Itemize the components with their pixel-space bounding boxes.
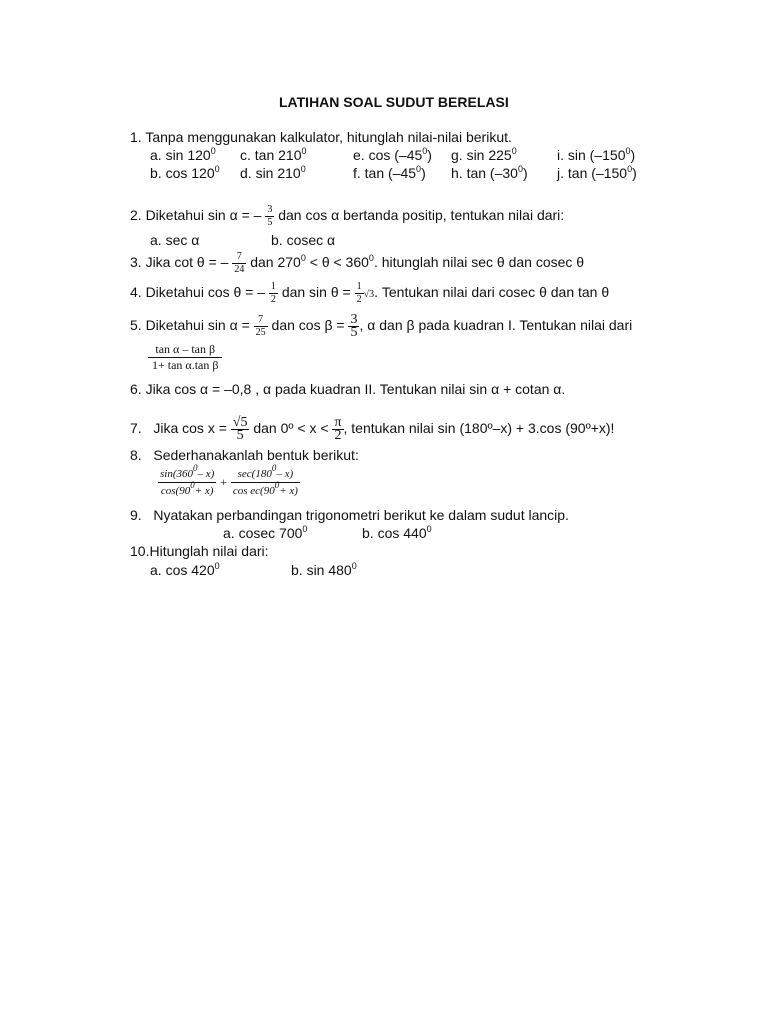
q5-fraction-1: $\frac{7}{25}$ bbox=[255, 313, 266, 338]
q10-item-b: b. $\sin 480^0$ bbox=[291, 561, 357, 578]
q2-fraction: $\frac{3}{5}$ bbox=[267, 203, 273, 228]
q4-fraction-1: $\frac{1}{2}$ bbox=[270, 280, 276, 305]
question-9: 9. Nyatakan perbandingan trigonometri berikut ke dalam sudut lancip. bbox=[130, 507, 569, 523]
q1-item-d: d. $\sin 210^0$ bbox=[240, 164, 306, 181]
q1-item-h: h. $\tan (-30^0)$ bbox=[451, 164, 528, 181]
question-4: 4. Diketahui cos θ = – $\frac{1}{2}$ dan sin θ = $\frac{1}{2}$ √3. Tentukan nilai dari cosec θ dan tan θ bbox=[130, 280, 610, 305]
q1-item-b: b. $\cos 120^0$ bbox=[150, 164, 220, 181]
q9-item-a: a. cosec $700^0$ bbox=[223, 524, 308, 541]
q5-expression: $\frac{\text{tan α – tan β}}{\text{1+ tan α.tan β}}$ bbox=[148, 342, 222, 373]
q1-item-i: i. $\sin (-150^0)$ bbox=[557, 146, 636, 163]
q2-item-b: b. cosec α bbox=[271, 232, 336, 248]
q8-expression: $\frac{\sin(360^0- x)}{\cos(90^0+ x)}$ + $\frac{\sec(180^0- x)}{\cos ec(90^0+ x)}$ bbox=[160, 463, 298, 497]
q1-item-c: c. $\tan 210^0$ bbox=[240, 146, 307, 163]
q4-fraction-2: $\frac{1}{2}$ bbox=[356, 280, 362, 305]
page-title: LATIHAN SOAL SUDUT BERELASI bbox=[279, 94, 509, 110]
q3-fraction: $\frac{7}{24}$ bbox=[234, 250, 245, 275]
question-8: 8. Sederhanakanlah bentuk berikut: bbox=[130, 447, 359, 463]
q1-item-j: j. $\tan (-150^0)$ bbox=[557, 164, 637, 181]
q7-fraction-2: $\frac{\pi}{2}$ bbox=[334, 414, 342, 443]
q7-fraction-1: $\frac{√5}{5}$ bbox=[232, 414, 248, 443]
question-10: 10.Hitunglah nilai dari: bbox=[130, 543, 269, 559]
question-2: 2. Diketahui sin α = – $\frac{3}{5}$ dan cos α bertanda positip, tentukan nilai dari: bbox=[130, 203, 565, 228]
q5-fraction-2: $\frac{3}{5}$ bbox=[350, 311, 358, 340]
question-7: 7. Jika cos x = $\frac{√5}{5}$ dan 0º < x < $\frac{\pi}{2}$ , tentukan nilai sin (180º–x) + 3.cos (90º+x)! bbox=[130, 414, 615, 443]
question-1-text: 1. Tanpa menggunakan kalkulator, hitunglah nilai-nilai berikut. bbox=[130, 129, 512, 145]
q1-item-f: f. $\tan (-45^0)$ bbox=[353, 164, 426, 181]
question-5: 5. Diketahui sin α = $\frac{7}{25}$ dan cos β = $\frac{3}{5}$ , α dan β pada kuadran I. Tentukan nilai dari bbox=[130, 311, 633, 340]
question-3: 3. Jika cot θ = – $\frac{7}{24}$ dan $270^0 < \theta < 360^0$. hitunglah nilai sec θ dan cosec θ bbox=[130, 250, 585, 275]
q2-item-a: a. sec α bbox=[150, 232, 200, 248]
q1-item-a: a. $\sin 120^0$ bbox=[150, 146, 216, 163]
q10-item-a: a. $\cos 420^0$ bbox=[150, 561, 220, 578]
q9-item-b: b. $\cos 440^0$ bbox=[362, 524, 432, 541]
q1-item-g: g. $\sin 225^0$ bbox=[451, 146, 517, 163]
q1-item-e: e. $\cos (-45^0)$ bbox=[353, 146, 432, 163]
question-6: 6. Jika cos α = –0,8 , α pada kuadran II. Tentukan nilai sin α + cotan α. bbox=[130, 381, 566, 397]
